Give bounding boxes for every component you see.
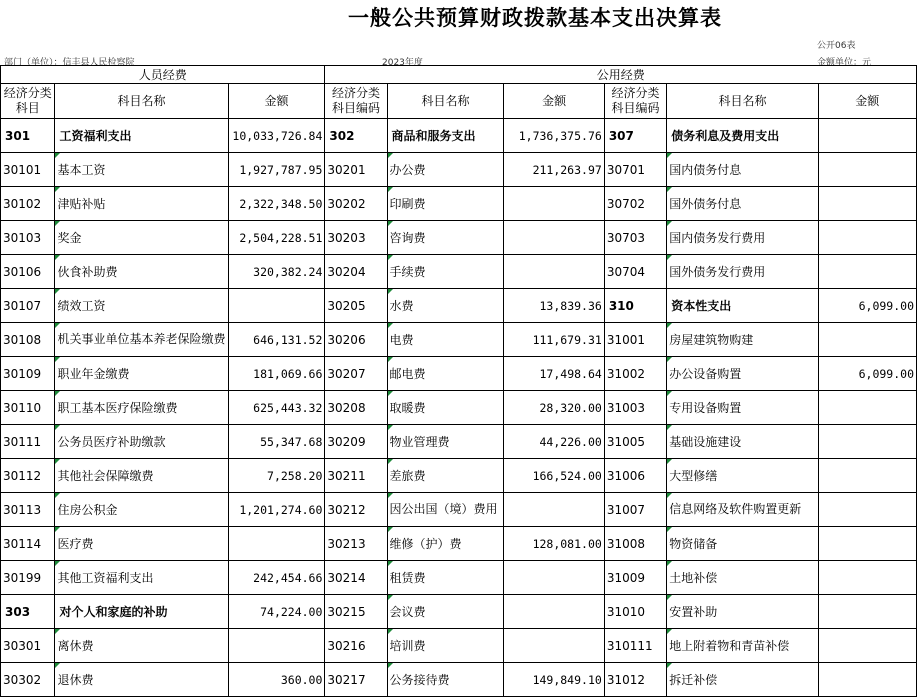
cell-subject-name: 取暖费 [387,391,504,425]
report-title: 一般公共预算财政拨款基本支出决算表 [348,6,722,30]
table-row [1,221,917,255]
cell-econ-code: 30111 [1,425,55,459]
cell-subject-name: 拆迁补偿 [667,663,818,697]
cell-subject-name: 职业年金缴费 [55,357,228,391]
cell-subject-name: 差旅费 [387,459,504,493]
cell-econ-code: 31001 [604,323,666,357]
cell-subject-name: 离休费 [55,629,228,663]
cell-subject-name: 房屋建筑物购建 [667,323,818,357]
header-amount: 金额 [228,84,325,119]
cell-amount [818,561,916,595]
cell-econ-code: 31002 [604,357,666,391]
cell-econ-code: 30101 [1,153,55,187]
cell-amount [818,221,916,255]
table-row [1,187,917,221]
cell-subject-name: 其他工资福利支出 [55,561,228,595]
header-econ-code: 经济分类科目编码 [604,84,666,119]
cell-amount [818,187,916,221]
cell-amount: 13,839.36 [504,289,604,323]
form-number: 公开06表 [817,41,856,51]
cell-amount: 181,069.66 [228,357,325,391]
cell-econ-code: 30112 [1,459,55,493]
header-subject-name: 科目名称 [667,84,818,119]
cell-amount [504,255,604,289]
cell-amount: 360.00 [228,663,325,697]
cell-subject-name: 专用设备购置 [667,391,818,425]
cell-subject-name: 手续费 [387,255,504,289]
cell-amount [504,595,604,629]
cell-subject-name: 奖金 [55,221,228,255]
cell-subject-name: 信息网络及软件购置更新 [667,493,818,527]
cell-amount [504,187,604,221]
cell-subject-name: 住房公积金 [55,493,228,527]
cell-amount [818,119,916,153]
cell-econ-code: 303 [1,595,55,629]
cell-amount [504,493,604,527]
cell-amount [818,595,916,629]
table-row [1,153,917,187]
cell-subject-name: 债务利息及费用支出 [667,119,818,153]
cell-subject-name: 职工基本医疗保险缴费 [55,391,228,425]
header-amount: 金额 [504,84,604,119]
cell-econ-code: 31003 [604,391,666,425]
cell-econ-code: 30209 [325,425,387,459]
cell-subject-name: 国内债务发行费用 [667,221,818,255]
cell-subject-name: 会议费 [387,595,504,629]
cell-subject-name: 咨询费 [387,221,504,255]
cell-econ-code: 307 [604,119,666,153]
cell-amount: 17,498.64 [504,357,604,391]
cell-econ-code: 30216 [325,629,387,663]
currency-unit: 金额单位：元 [817,58,872,68]
header-subject-name: 科目名称 [55,84,228,119]
table-row [1,663,917,697]
cell-amount [818,527,916,561]
cell-econ-code: 30102 [1,187,55,221]
header-econ-code: 经济分类科目编码 [325,84,387,119]
table-row [1,527,917,561]
cell-amount: 166,524.00 [504,459,604,493]
cell-subject-name: 租赁费 [387,561,504,595]
table-row [1,561,917,595]
cell-amount [818,663,916,697]
cell-subject-name: 印刷费 [387,187,504,221]
cell-econ-code: 31006 [604,459,666,493]
cell-amount [818,425,916,459]
cell-amount: 1,736,375.76 [504,119,604,153]
cell-amount [818,629,916,663]
cell-econ-code: 30106 [1,255,55,289]
cell-econ-code: 30113 [1,493,55,527]
cell-econ-code: 30110 [1,391,55,425]
cell-subject-name: 物资储备 [667,527,818,561]
cell-amount: 6,099.00 [818,289,916,323]
cell-econ-code: 30103 [1,221,55,255]
cell-amount [818,493,916,527]
cell-amount: 2,504,228.51 [228,221,325,255]
cell-amount: 55,347.68 [228,425,325,459]
cell-subject-name: 土地补偿 [667,561,818,595]
cell-subject-name: 津贴补贴 [55,187,228,221]
cell-amount [504,221,604,255]
cell-econ-code: 310 [604,289,666,323]
cell-subject-name: 对个人和家庭的补助 [55,595,228,629]
cell-amount: 625,443.32 [228,391,325,425]
cell-econ-code: 30211 [325,459,387,493]
cell-amount [228,527,325,561]
table-row [1,323,917,357]
table-row [1,289,917,323]
table-row [1,459,917,493]
cell-econ-code: 30302 [1,663,55,697]
cell-subject-name: 地上附着物和青苗补偿 [667,629,818,663]
cell-amount: 211,263.97 [504,153,604,187]
cell-subject-name: 医疗费 [55,527,228,561]
expenditure-table [0,65,917,697]
cell-econ-code: 30702 [604,187,666,221]
cell-subject-name: 公务员医疗补助缴款 [55,425,228,459]
cell-econ-code: 30108 [1,323,55,357]
cell-amount: 74,224.00 [228,595,325,629]
cell-amount: 28,320.00 [504,391,604,425]
cell-amount: 6,099.00 [818,357,916,391]
table-row [1,119,917,153]
cell-subject-name: 工资福利支出 [55,119,228,153]
cell-amount [818,391,916,425]
cell-subject-name: 资本性支出 [667,289,818,323]
cell-econ-code: 30202 [325,187,387,221]
cell-subject-name: 国外债务发行费用 [667,255,818,289]
cell-econ-code: 301 [1,119,55,153]
cell-amount: 646,131.52 [228,323,325,357]
cell-econ-code: 31005 [604,425,666,459]
cell-amount [504,561,604,595]
cell-amount: 44,226.00 [504,425,604,459]
cell-subject-name: 办公设备购置 [667,357,818,391]
cell-econ-code: 30213 [325,527,387,561]
cell-subject-name: 物业管理费 [387,425,504,459]
cell-amount [818,459,916,493]
cell-amount [818,323,916,357]
cell-amount: 111,679.31 [504,323,604,357]
cell-econ-code: 31010 [604,595,666,629]
group-header-personnel: 人员经费 [1,66,325,84]
cell-amount [228,289,325,323]
cell-econ-code: 30208 [325,391,387,425]
table-row [1,255,917,289]
cell-amount: 2,322,348.50 [228,187,325,221]
cell-econ-code: 30301 [1,629,55,663]
table-row [1,493,917,527]
cell-subject-name: 办公费 [387,153,504,187]
cell-subject-name: 因公出国（境）费用 [387,493,504,527]
table-body [1,119,917,697]
cell-econ-code: 30207 [325,357,387,391]
cell-subject-name: 基础设施建设 [667,425,818,459]
cell-econ-code: 30701 [604,153,666,187]
cell-amount [228,629,325,663]
cell-amount [504,629,604,663]
cell-amount: 7,258.20 [228,459,325,493]
cell-econ-code: 30206 [325,323,387,357]
cell-amount: 242,454.66 [228,561,325,595]
cell-amount: 320,382.24 [228,255,325,289]
cell-subject-name: 绩效工资 [55,289,228,323]
cell-econ-code: 30205 [325,289,387,323]
group-header-row [1,66,917,84]
cell-subject-name: 基本工资 [55,153,228,187]
table-row [1,391,917,425]
cell-econ-code: 30114 [1,527,55,561]
cell-econ-code: 302 [325,119,387,153]
cell-econ-code: 31007 [604,493,666,527]
column-header-row [1,84,917,119]
cell-subject-name: 机关事业单位基本养老保险缴费 [55,323,228,357]
cell-econ-code: 30217 [325,663,387,697]
table-row [1,629,917,663]
cell-subject-name: 商品和服务支出 [387,119,504,153]
cell-econ-code: 30204 [325,255,387,289]
cell-econ-code: 30201 [325,153,387,187]
cell-subject-name: 国外债务付息 [667,187,818,221]
cell-econ-code: 310111 [604,629,666,663]
cell-econ-code: 31008 [604,527,666,561]
table-row [1,425,917,459]
cell-subject-name: 电费 [387,323,504,357]
header-amount: 金额 [818,84,916,119]
cell-amount: 149,849.10 [504,663,604,697]
cell-econ-code: 30703 [604,221,666,255]
table-row [1,357,917,391]
cell-amount [818,153,916,187]
cell-subject-name: 大型修缮 [667,459,818,493]
cell-econ-code: 30109 [1,357,55,391]
header-econ-code: 经济分类科目 [1,84,55,119]
cell-subject-name: 邮电费 [387,357,504,391]
cell-subject-name: 退休费 [55,663,228,697]
cell-subject-name: 国内债务付息 [667,153,818,187]
header-subject-name: 科目名称 [387,84,504,119]
table-row [1,595,917,629]
cell-econ-code: 30199 [1,561,55,595]
group-header-public: 公用经费 [325,66,917,84]
cell-subject-name: 水费 [387,289,504,323]
cell-amount: 1,201,274.60 [228,493,325,527]
fiscal-year: 2023年度 [382,58,423,68]
cell-amount [818,255,916,289]
cell-econ-code: 30203 [325,221,387,255]
cell-econ-code: 30107 [1,289,55,323]
cell-subject-name: 伙食补助费 [55,255,228,289]
cell-subject-name: 安置补助 [667,595,818,629]
cell-subject-name: 公务接待费 [387,663,504,697]
cell-subject-name: 其他社会保障缴费 [55,459,228,493]
cell-econ-code: 30704 [604,255,666,289]
cell-amount: 10,033,726.84 [228,119,325,153]
cell-econ-code: 31009 [604,561,666,595]
cell-econ-code: 31012 [604,663,666,697]
cell-econ-code: 30214 [325,561,387,595]
cell-subject-name: 维修（护）费 [387,527,504,561]
cell-econ-code: 30215 [325,595,387,629]
department-label: 部门（单位）：信丰县人民检察院 [4,58,135,68]
cell-amount: 1,927,787.95 [228,153,325,187]
cell-subject-name: 培训费 [387,629,504,663]
cell-amount: 128,081.00 [504,527,604,561]
cell-econ-code: 30212 [325,493,387,527]
